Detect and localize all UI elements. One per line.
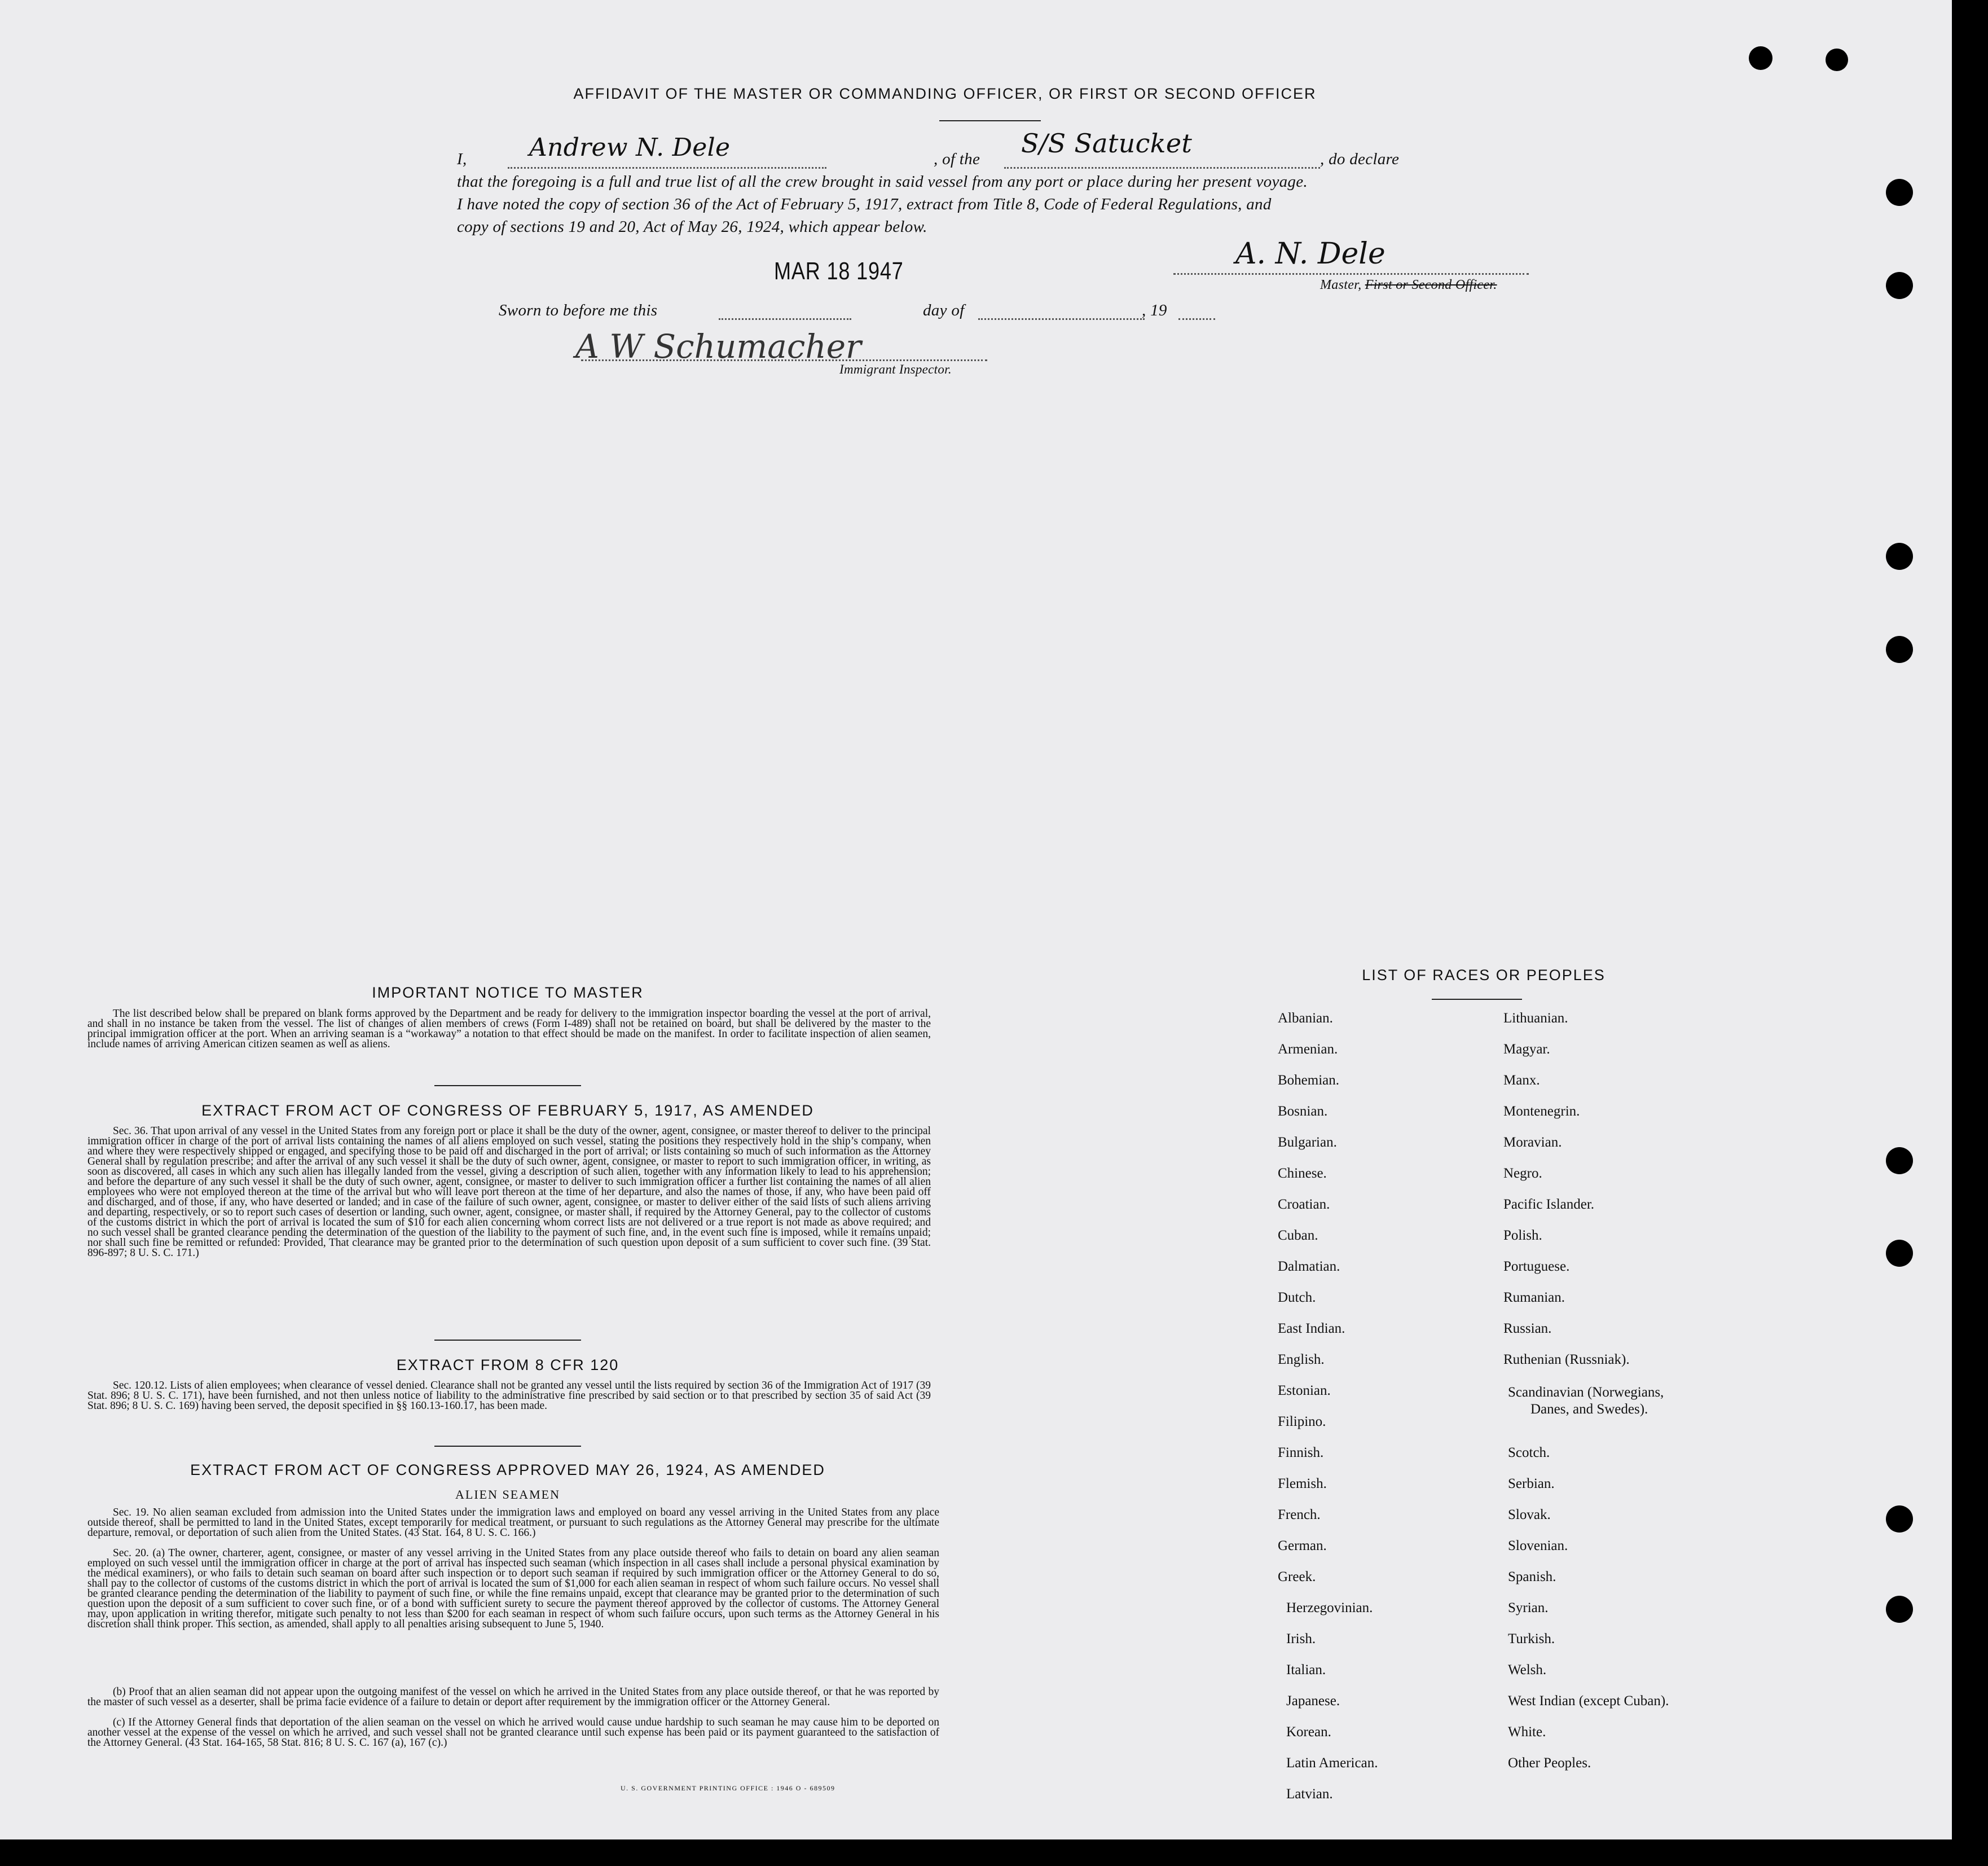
race-item: Spanish.	[1508, 1569, 1556, 1584]
race-item: Portuguese.	[1503, 1259, 1570, 1274]
race-item: East Indian.	[1278, 1321, 1345, 1336]
sworn-label: Sworn to before me this	[499, 301, 658, 319]
sworn-line	[499, 299, 1288, 324]
race-item: Turkish.	[1508, 1631, 1555, 1647]
affidavit-line-3: I have noted the copy of section 36 of the Act of February 5, 1917, extract from Title 8, Code of Federal Regulations, and	[457, 195, 1272, 213]
officer-title	[1320, 274, 1497, 296]
printer-line: U. S. GOVERNMENT PRINTING OFFICE : 1946 O - 689509	[621, 1784, 835, 1792]
race-item	[1503, 1380, 1669, 1442]
alien-seamen-subtitle: ALIEN SEAMEN	[455, 1487, 560, 1501]
punch-hole	[1886, 1596, 1913, 1623]
race-item: Polish.	[1503, 1228, 1542, 1243]
race-item: English.	[1278, 1352, 1325, 1367]
extract-cfr-body: Sec. 120.12. Lists of alien employees; when clearance of vessel denied. Clearance shall not be granted any vessel until the lists required by section 36 of the Immigration Act of 1917 (39 Stat. 896; 8 U. S. C. 171), have been furnished, and not then unless notice of liability to the administrative fine prescribed by said section or to that prescribed by section 35 of said Act (39 Stat. 896; 8 U. S. C. 169) having been served, the deposit specified in §§ 160.13-160.17, has been made.	[87, 1380, 931, 1412]
master-label: Master,	[1320, 278, 1362, 292]
punch-hole	[1886, 636, 1913, 663]
race-item: Albanian.	[1278, 1011, 1333, 1026]
race-item: Manx.	[1503, 1073, 1540, 1088]
race-item: Flemish.	[1278, 1476, 1327, 1491]
date-stamp: MAR 18 1947	[774, 257, 904, 285]
year-label: , 19	[1142, 301, 1167, 319]
race-item: Syrian.	[1508, 1600, 1549, 1615]
race-item: Slovenian.	[1508, 1538, 1568, 1553]
races-column-1	[1278, 1007, 1378, 1814]
race-item: Bohemian.	[1278, 1073, 1340, 1088]
race-item: Filipino.	[1278, 1414, 1326, 1429]
race-item: German.	[1278, 1538, 1327, 1553]
race-item: Estonian.	[1278, 1383, 1331, 1398]
punch-hole	[1886, 179, 1913, 206]
intro-i: I,	[457, 150, 467, 168]
do-declare-text: , do declare	[1320, 150, 1400, 168]
section-rule	[434, 1446, 581, 1447]
race-item: Japanese.	[1286, 1693, 1340, 1709]
race-item: Chinese.	[1278, 1166, 1327, 1181]
officer-signature: A. N. Dele	[1235, 237, 1386, 271]
race-item: Dutch.	[1278, 1290, 1316, 1305]
race-item: Pacific Islander.	[1503, 1197, 1595, 1212]
race-item: Serbian.	[1508, 1476, 1555, 1491]
sworn-day-dotted-line	[719, 318, 851, 320]
race-item: Armenian.	[1278, 1042, 1338, 1057]
race-item: Ruthenian (Russniak).	[1503, 1352, 1630, 1367]
punch-hole	[1886, 543, 1913, 570]
race-item: Croatian.	[1278, 1197, 1330, 1212]
struck-officer-label: First or Second Officer.	[1365, 278, 1497, 292]
race-item: Russian.	[1503, 1321, 1552, 1336]
race-item: West Indian (except Cuban).	[1508, 1693, 1669, 1709]
punch-hole	[1826, 49, 1848, 71]
vessel-dotted-line	[1004, 167, 1320, 169]
extract-1924-sec20c: (c) If the Attorney General finds that deportation of the alien seaman on the vessel on which he arrived would cause undue hardship to such seaman he may cause him to be deported on another vessel at the expense of the vessel on which he arrived, and such vessel shall not be granted clearance until such expense has been paid or its payment guaranteed to the satisfaction of the Attorney General. (43 Stat. 164-165, 58 Stat. 816; 8 U. S. C. 167 (a), 167 (c).)	[87, 1716, 939, 1749]
section-rule	[434, 1085, 581, 1086]
race-item: Other Peoples.	[1508, 1755, 1591, 1771]
race-item: Latvian.	[1286, 1786, 1333, 1802]
race-item: Bosnian.	[1278, 1104, 1328, 1119]
race-item: Magyar.	[1503, 1042, 1550, 1057]
punch-hole	[1886, 1505, 1913, 1533]
race-item: Slovak.	[1508, 1507, 1551, 1522]
race-item: Dalmatian.	[1278, 1259, 1340, 1274]
race-item: Cuban.	[1278, 1228, 1318, 1243]
races-column-2	[1503, 1007, 1669, 1783]
race-item: Irish.	[1286, 1631, 1316, 1647]
race-item: Italian.	[1286, 1662, 1326, 1678]
inspector-signature: A W Schumacher	[575, 327, 861, 366]
race-item: Latin American.	[1286, 1755, 1378, 1771]
vessel-name: S/S Satucket	[1021, 128, 1193, 159]
extract-1924-sec20a: Sec. 20. (a) The owner, charterer, agent, consignee, or master of any vessel arriving in the United States from any place outside thereof who fails to detain on board any alien seaman employed on such vessel until the immigration officer in charge at the port of arrival has inspected such seaman (which inspection in all cases shall include a personal physical examination by the medical examiners), or who fails to detain such seaman on board after such inspection or to deport such seaman if required by such immigration officer or the Attorney General to do so, shall pay to the collector of customs of the customs district in which the port of arrival is located the sum of $1,000 for each alien seaman in respect of whom such failure occurs. No vessel shall be granted clearance pending the determination of the liability to payment of such fine, or while the fine remains unpaid, except that clearance may be granted prior to the determination of such question upon the deposit of a sum sufficient to cover such fine, or of a bond with sufficient surety to secure the payment thereof approved by the collector of customs. The Attorney General may, upon application in writing therefor, mitigate such penalty to not less than $200 for each seaman in respect of whom such failure occurs, upon such terms as the Attorney General in his discretion shall think proper. This section, as amended, shall apply to all penalties arising subsequent to June 5, 1940.	[87, 1547, 939, 1630]
notice-body: The list described below shall be prepared on blank forms approved by the Department and be ready for delivery to the immigration inspector boarding the vessel at the port of arrival, and shall in no instance be taken from the vessel. The list of changes of alien members of crews (Form I-489) shall not be retained on board, but shall be delivered by the master to the principal immigration officer at the port. When an arriving seaman is a “workaway” a notation to that effect should be made on the manifest. In order to facilitate inspection of alien seamen, include names of arriving American citizen seamen as well as aliens.	[87, 1008, 931, 1050]
day-of-label: day of	[923, 301, 965, 319]
extract-1924-sec20b: (b) Proof that an alien seaman did not appear upon the outgoing manifest of the vessel on which he arrived in the United States from any place outside thereof, or that he was reported by the master of such vessel as a deserter, shall be prima facie evidence of a failure to detain or deport after requirement by the immigration officer or the Attorney General.	[87, 1686, 939, 1708]
race-item: White.	[1508, 1724, 1546, 1740]
extract-cfr-title: EXTRACT FROM 8 CFR 120	[396, 1356, 619, 1373]
year-dotted-line	[1178, 318, 1215, 320]
name-dotted-line	[508, 167, 826, 169]
extract-1924-title: EXTRACT FROM ACT OF CONGRESS APPROVED MAY 26, 1924, AS AMENDED	[190, 1461, 825, 1478]
inspector-label: Immigrant Inspector.	[839, 362, 952, 376]
officer-name: Andrew N. Dele	[529, 133, 731, 162]
notice-title: IMPORTANT NOTICE TO MASTER	[372, 984, 644, 1001]
race-item: Scotch.	[1508, 1445, 1550, 1460]
punch-hole	[1886, 1240, 1913, 1267]
extract-1917-body: Sec. 36. That upon arrival of any vessel in the United States from any foreign port or place it shall be the duty of the owner, agent, consignee, or master thereof to deliver to the principal immigration officer in charge of the port of arrival lists containing the names of all aliens employed on such vessel, stating the positions they respectively hold in the ship’s company, when and where they were respectively shipped or engaged, and specifying those to be paid off and discharged in the port of arrival; or lists containing so much of such information as the Attorney General shall by regulation prescribe; and after the arrival of any such vessel it shall be the duty of such owner, agent, consignee, or master to report to such immigration officer, in writing, as soon as discovered, all cases in which any such alien has illegally landed from the vessel, giving a description of such alien, together with any information likely to lead to his apprehension; and before the departure of any such vessel it shall be the duty of such owner, agent, consignee, or master to deliver to such immigration officer a further list containing the names of all alien employees who were not employed thereon at the time of the arrival but who will leave port thereon at the time of her departure, and also the names of those, if any, who have been paid off and discharged, and of those, if any, who have deserted or landed; and in case of the failure of such owner, agent, consignee, or master to deliver either of the said lists of such aliens arriving and departing, respectively, or so to report such cases of desertion or landing, such owner, agent, consignee, or master shall, if required by the Attorney General, pay to the collector of customs of the customs district in which the port of arrival is located the sum of $10 for each alien concerning whom correct lists are not delivered or a true report is not made as above required; and no such vessel shall be granted clearance pending the determination of the question of the liability to the payment of such fine, and, in the event such fine is imposed, while it remains unpaid; nor shall such fine be remitted or refunded: Provided, That clearance may be granted prior to the determination of such question upon deposit of a sum sufficient to cover such fine. (39 Stat. 896-897; 8 U. S. C. 171.)	[87, 1125, 931, 1259]
extract-1917-title: EXTRACT FROM ACT OF CONGRESS OF FEBRUARY 5, 1917, AS AMENDED	[201, 1102, 814, 1119]
race-item: Greek.	[1278, 1569, 1316, 1584]
affidavit-line-4: copy of sections 19 and 20, Act of May 26, 1924, which appear below.	[457, 218, 927, 236]
punch-hole	[1886, 1147, 1913, 1174]
race-item: Lithuanian.	[1503, 1011, 1568, 1026]
title-rule	[939, 120, 1041, 121]
extract-1924-sec19: Sec. 19. No alien seaman excluded from admission into the United States under the immigration laws and employed on board any vessel arriving in the United States from any place outside thereof, shall be permitted to land in the United States, except temporarily for medical treatment, or pursuant to such regulations as the Attorney General may prescribe for the ultimate departure, removal, or deportation of such alien from the United States. (43 Stat. 164, 8 U. S. C. 166.)	[87, 1507, 939, 1539]
race-item: Montenegrin.	[1503, 1104, 1580, 1119]
race-item: French.	[1278, 1507, 1321, 1522]
race-item: Herzegovinian.	[1286, 1600, 1373, 1615]
race-item: Welsh.	[1508, 1662, 1547, 1678]
affidavit-line-2: that the foregoing is a full and true list of all the crew brought in said vessel from any port or place during her present voyage.	[457, 173, 1308, 191]
affidavit-title: AFFIDAVIT OF THE MASTER OR COMMANDING OFFICER, OR FIRST OR SECOND OFFICER	[573, 85, 1317, 102]
races-title: LIST OF RACES OR PEOPLES	[1362, 967, 1606, 984]
of-the-text: , of the	[934, 150, 980, 168]
race-item-line: Scandinavian (Norwegians,	[1508, 1385, 1664, 1400]
races-title-rule	[1432, 999, 1522, 1000]
punch-hole	[1749, 46, 1773, 70]
punch-hole	[1886, 272, 1913, 299]
race-item: Negro.	[1503, 1166, 1542, 1181]
race-item: Finnish.	[1278, 1445, 1324, 1460]
race-item-line: Danes, and Swedes).	[1530, 1402, 1648, 1417]
affidavit-text	[457, 128, 1529, 238]
race-item: Rumanian.	[1503, 1290, 1565, 1305]
section-rule	[434, 1340, 581, 1341]
sworn-month-dotted-line	[978, 318, 1145, 320]
race-item: Bulgarian.	[1278, 1135, 1337, 1150]
race-item: Moravian.	[1503, 1135, 1562, 1150]
race-item: Korean.	[1286, 1724, 1331, 1740]
